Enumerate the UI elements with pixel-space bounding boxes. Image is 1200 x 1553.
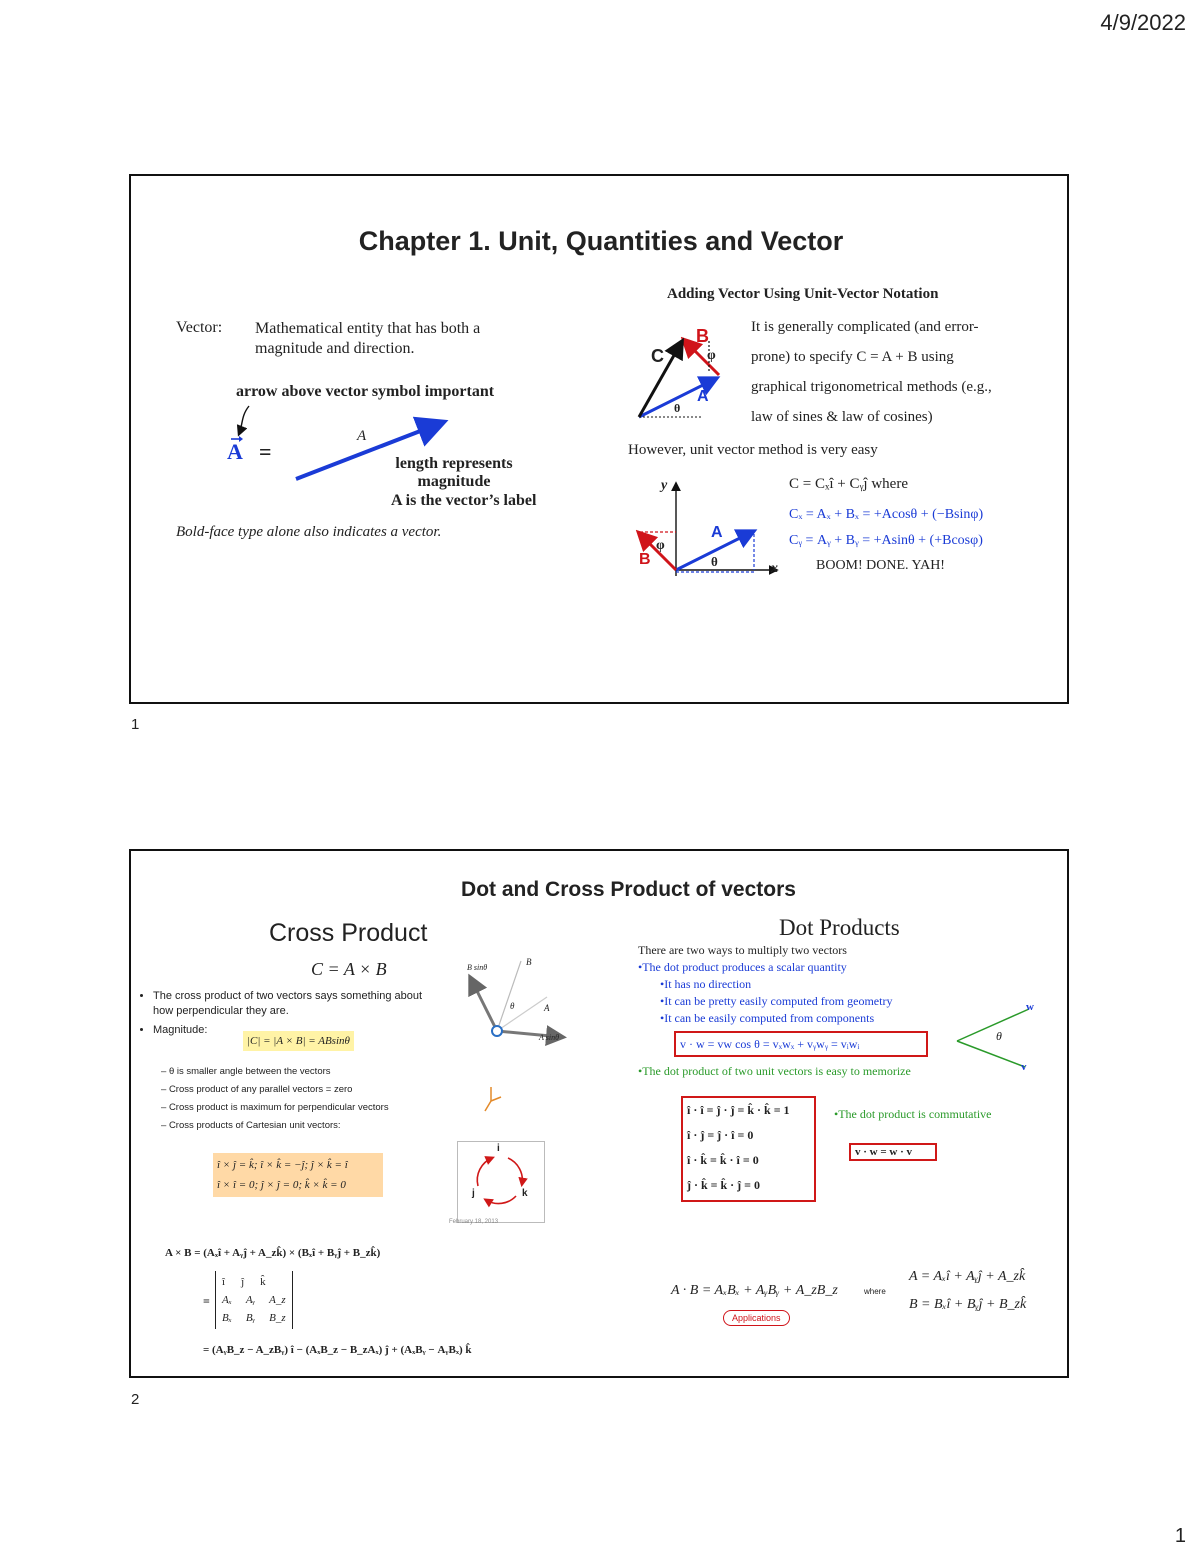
dot-unit-note: •The dot product of two unit vectors is easy to memorize — [638, 1064, 911, 1078]
adding-line-1: It is generally complicated (and error- — [751, 319, 979, 335]
cross-title: Cross Product — [269, 919, 428, 947]
vector-a-symbol: A — [227, 439, 243, 464]
dot-formula-box: v · w = vw cos θ = vₓwₓ + vᵧwᵧ = vᵢwᵢ — [674, 1031, 928, 1057]
fig-caption: February 18, 2013 — [449, 1219, 499, 1225]
boldface-note: Bold-face type alone also indicates a vector. — [176, 524, 442, 540]
tri-label-c: C — [651, 346, 664, 366]
unit-cross-box — [213, 1153, 383, 1197]
tri-label-b: B — [696, 326, 709, 346]
tri-label-a: A — [697, 388, 709, 405]
vector-label: Vector: — [176, 319, 223, 336]
sub-bullet-2: – Cross product of any parallel vectors = zero — [161, 1084, 353, 1095]
sub-bullet-3: – Cross product is maximum for perpendicular vectors — [161, 1102, 389, 1113]
triangle-figure — [631, 321, 731, 423]
fig-label-bsin: B sinθ — [467, 963, 488, 972]
cycle-label-j: j — [472, 1188, 475, 1199]
sub-bullet-1: – θ is smaller angle between the vectors — [161, 1066, 331, 1077]
unit-dot-line-1: î · î = ĵ · ĵ = k̂ · k̂ = 1 — [687, 1103, 790, 1117]
adding-line-3: graphical trigonometrical methods (e.g., — [751, 379, 992, 395]
label-note: A is the vector’s label — [391, 492, 537, 509]
matrix-eq-sign: = — [203, 1294, 210, 1308]
dot-points — [638, 959, 892, 1027]
cross-formula: C = A × B — [311, 959, 387, 979]
magnitude-formula: |C| = |A × B| = ABsinθ — [243, 1031, 354, 1051]
length-note-line-2: magnitude — [417, 473, 491, 490]
fig-label-theta: θ — [510, 1001, 515, 1011]
axes-label-phi: φ — [656, 538, 665, 553]
where-label: where — [864, 1287, 886, 1296]
tri-label-theta: θ — [674, 401, 681, 415]
expansion-line: A × B = (Aₓî + Aᵧĵ + A_zk̂) × (Bₓî + Bᵧĵ + B_zk̂) — [165, 1247, 381, 1259]
cross-sub-bullets — [161, 1063, 461, 1135]
commutative-box: v · w = w · v — [849, 1143, 937, 1161]
slide-1 — [129, 174, 1069, 704]
matrix-row-1: î ĵ k̂ — [222, 1276, 266, 1288]
however-line: However, unit vector method is very easy — [628, 442, 878, 458]
unit-cross-line-2: î × î = 0; ĵ × ĵ = 0; k̂ × k̂ = 0 — [217, 1179, 346, 1191]
cycle-diagram — [457, 1141, 545, 1223]
dot-point-3: •It can be pretty easily computed from geometry — [660, 994, 893, 1008]
dot-point-2: •It has no direction — [660, 977, 752, 991]
vw-label-theta: θ — [996, 1029, 1002, 1043]
dot-point-4: •It can be easily computed from components — [660, 1011, 875, 1025]
b-definition: B = Bₓî + Bᵧĵ + B_zk̂ — [909, 1297, 1027, 1312]
cross-bullet-2: • Magnitude: — [153, 1023, 437, 1038]
small-axes-icon — [471, 1061, 551, 1131]
cross-bullet-1: • The cross product of two vectors says something about how perpendicular they are. — [153, 989, 437, 1019]
cycle-label-i: i — [497, 1143, 500, 1154]
dot-components: A · B = AₓBₓ + AᵧBᵧ + A_zB_z — [671, 1283, 838, 1298]
length-note — [389, 455, 519, 491]
eq-cy: Cᵧ = Aᵧ + Bᵧ = +Asinθ + (+Bcosφ) — [789, 533, 983, 548]
axes-label-theta: θ — [711, 554, 718, 569]
slide-number-1: 1 — [131, 716, 140, 733]
a-definition: A = Aₓî + Aᵧĵ + A_zk̂ — [909, 1269, 1026, 1284]
arrow-note: arrow above vector symbol important — [236, 383, 495, 400]
fig-label-asin: A sinθ — [539, 1033, 560, 1042]
applications-button[interactable]: Applications — [723, 1310, 790, 1326]
axes-label-b: B — [639, 551, 651, 568]
eq-c: C = Cₓî + Cᵧĵ where — [789, 476, 908, 492]
eq-cx: Cₓ = Aₓ + Bₓ = +Acosθ + (−Bsinφ) — [789, 507, 984, 522]
cycle-arrows — [458, 1142, 544, 1222]
unit-dot-line-3: î · k̂ = k̂ · î = 0 — [687, 1153, 759, 1167]
axes-label-x: x — [771, 561, 778, 576]
axes-label-a: A — [711, 524, 723, 541]
axes-label-y: y — [661, 478, 668, 493]
length-note-line-1: length represents — [395, 455, 513, 472]
adding-line-4: law of sines & law of cosines) — [751, 409, 933, 425]
adding-line-2: prone) to specify C = A + B using — [751, 349, 954, 365]
vector-definition: Mathematical entity that has both a magnitude and direction. — [255, 320, 481, 357]
slide-number-2: 2 — [131, 1391, 140, 1408]
page-date: 4/9/2022 — [1100, 10, 1186, 35]
dot-point-1: •The dot product produces a scalar quantity — [638, 960, 847, 974]
unit-dot-line-4: ĵ · k̂ = k̂ · ĵ = 0 — [687, 1178, 761, 1192]
unit-cross-line-1: î × ĵ = k̂; î × k̂ = −ĵ; ĵ × k̂ = î — [217, 1159, 348, 1171]
fig-label-a: A — [544, 1003, 550, 1013]
determinant — [215, 1271, 293, 1329]
cross-result: = (AᵧB_z − A_zBᵧ) î − (AₓB_z − B_zAₓ) ĵ + (AₓBᵧ − AᵧBₓ) k̂ — [203, 1344, 472, 1356]
adding-title: Adding Vector Using Unit-Vector Notation — [667, 286, 939, 302]
slide-title: Chapter 1. Unit, Quantities and Vector — [358, 226, 844, 256]
sub-bullet-4: – Cross products of Cartesian unit vectors: — [161, 1120, 341, 1131]
vector-a-italic: A — [357, 428, 367, 444]
vw-label-v: v — [1021, 1061, 1027, 1073]
fig-label-b: B — [526, 957, 532, 967]
matrix-row-3: Bₓ Bᵧ B_z — [222, 1312, 286, 1324]
dot-intro: There are two ways to multiply two vectors — [638, 943, 847, 957]
boom-line: BOOM! DONE. YAH! — [816, 558, 945, 573]
cycle-label-k: k — [522, 1188, 528, 1199]
page-number: 1 — [1174, 1525, 1186, 1547]
unit-dot-line-2: î · ĵ = ĵ · î = 0 — [687, 1128, 754, 1142]
matrix-row-2: Aₓ Aᵧ A_z — [222, 1294, 286, 1306]
adding-lines — [751, 312, 1031, 432]
vector-arrow-figure — [131, 176, 601, 516]
slide-title: Dot and Cross Product of vectors — [461, 878, 796, 901]
tri-label-phi: φ — [707, 348, 716, 363]
vw-label-w: w — [1026, 1001, 1034, 1013]
axes-figure — [626, 476, 786, 588]
commutative-note: •The dot product is commutative — [834, 1107, 992, 1121]
unit-dot-box — [681, 1096, 816, 1202]
slide-2 — [129, 849, 1069, 1378]
dot-title: Dot Products — [779, 915, 900, 940]
equals-sign: = — [259, 439, 272, 464]
